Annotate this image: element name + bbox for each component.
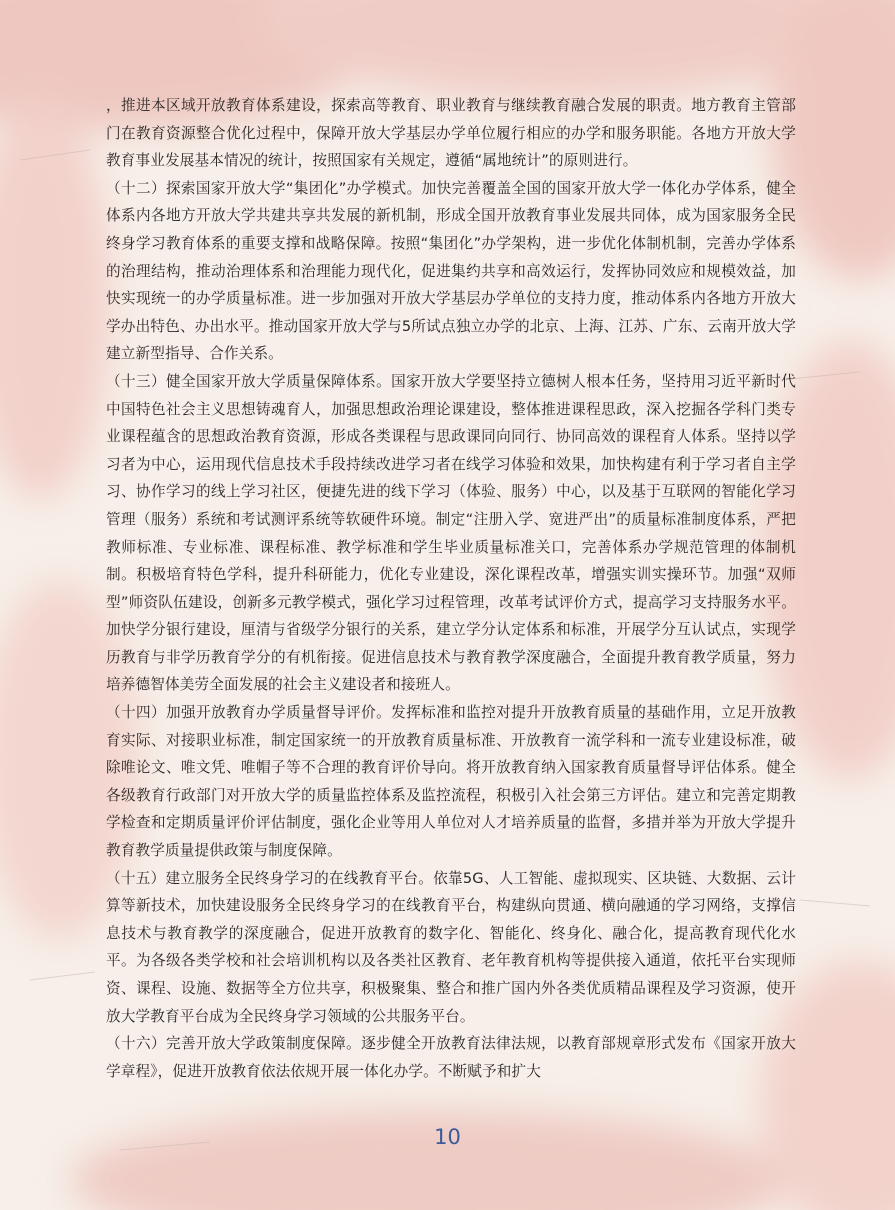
page-number: 10 bbox=[434, 1125, 461, 1149]
paragraph: （十三）健全国家开放大学质量保障体系。国家开放大学要坚持立德树人根本任务，坚持用习近平新时代中国特色社会主义思想铸魂育人，加强思想政治理论课建设，整体推进课程思政，深入挖掘各学科门类专业课程蕴含的思想政治教育资源，形成各类课程与思政课同向同行、协同高效的课程育人体系。坚持以学习者为中心，运用现代信息技术手段持续改进学习者在线学习体验和效果，加快构建有利于学习者自主学习、协作学习的线上学习社区，便捷先进的线下学习（体验、服务）中心，以及基于互联网的智能化学习管理（服务）系统和考试测评系统等软硬件环境。制定“注册入学、宽进严出”的质量标准制度体系，严把教师标准、专业标准、课程标准、教学标准和学生毕业质量标准关口，完善体系办学规范管理的体制机制。积极培育特色学科，提升科研能力，优化专业建设，深化课程改革，增强实训实操环节。加强“双师型”师资队伍建设，创新多元教学模式，强化学习过程管理，改革考试评价方式，提高学习支持服务水平。加快学分银行建设，厘清与省级学分银行的关系，建立学分认定体系和标准，开展学分互认试点，实现学历教育与非学历教育学分的有机衔接。促进信息技术与教育教学深度融合，全面提升教育教学质量，努力培养德智体美劳全面发展的社会主义建设者和接班人。 bbox=[106, 372, 796, 694]
paragraph: （十四）加强开放教育办学质量督导评价。发挥标准和监控对提升开放教育质量的基础作用，立足开放教育实际、对接职业标准，制定国家统一的开放教育质量标准、开放教育一流学科和一流专业建设标准，破除唯论文、唯文凭、唯帽子等不合理的教育评价导向。将开放教育纳入国家教育质量督导评估体系。健全各级教育行政部门对开放大学的质量监控体系及监控流程，积极引入社会第三方评估。建立和完善定期教学检查和定期质量评价评估制度，强化企业等用人单位对人才培养质量的监督，多措并举为开放大学提升教育教学质量提供政策与制度保障。 bbox=[106, 704, 796, 860]
paragraph: （十六）完善开放大学政策制度保障。逐步健全开放教育法律法规，以教育部规章形式发布《国家开放大学章程》，促进开放教育依法依规开展一体化办学。不断赋予和扩大 bbox=[106, 1035, 796, 1080]
paragraph: （十二）探索国家开放大学“集团化”办学模式。加快完善覆盖全国的国家开放大学一体化办学体系，健全体系内各地方开放大学共建共享共发展的新机制，形成全国开放教育事业发展共同体，成为国家服务全民终身学习教育体系的重要支撑和战略保障。按照“集团化”办学架构，进一步优化体制机制，完善办学体系的治理结构，推动治理体系和治理能力现代化，促进集约共享和高效运行，发挥协同效应和规模效益，加快实现统一的办学质量标准。进一步加强对开放大学基层办学单位的支持力度，推动体系内各地方开放大学办出特色、办出水平。推动国家开放大学与5所试点独立办学的北京、上海、江苏、广东、云南开放大学建立新型指导、合作关系。 bbox=[106, 179, 796, 363]
paragraph: （十五）建立服务全民终身学习的在线教育平台。依靠5G、人工智能、虚拟现实、区块链、大数据、云计算等新技术，加快建设服务全民终身学习的在线教育平台，构建纵向贯通、横向融通的学习网络，支撑信息技术与教育教学的深度融合，促进开放教育的数字化、智能化、终身化、融合化，提高教育现代化水平。为各级各类学校和社会培训机构以及各类社区教育、老年教育机构等提供接入通道，依托平台实现师资、课程、设施、数据等全方位共享，积极聚集、整合和推广国内外各类优质精品课程及学习资源，使开放大学教育平台成为全民终身学习领域的公共服务平台。 bbox=[106, 869, 796, 1025]
paragraph: ，推进本区域开放教育体系建设，探索高等教育、职业教育与继续教育融合发展的职责。地方教育主管部门在教育资源整合优化过程中，保障开放大学基层办学单位履行相应的办学和服务职能。各地方开放大学教育事业发展基本情况的统计，按照国家有关规定，遵循“属地统计”的原则进行。 bbox=[106, 97, 796, 170]
body-text bbox=[106, 92, 796, 1085]
